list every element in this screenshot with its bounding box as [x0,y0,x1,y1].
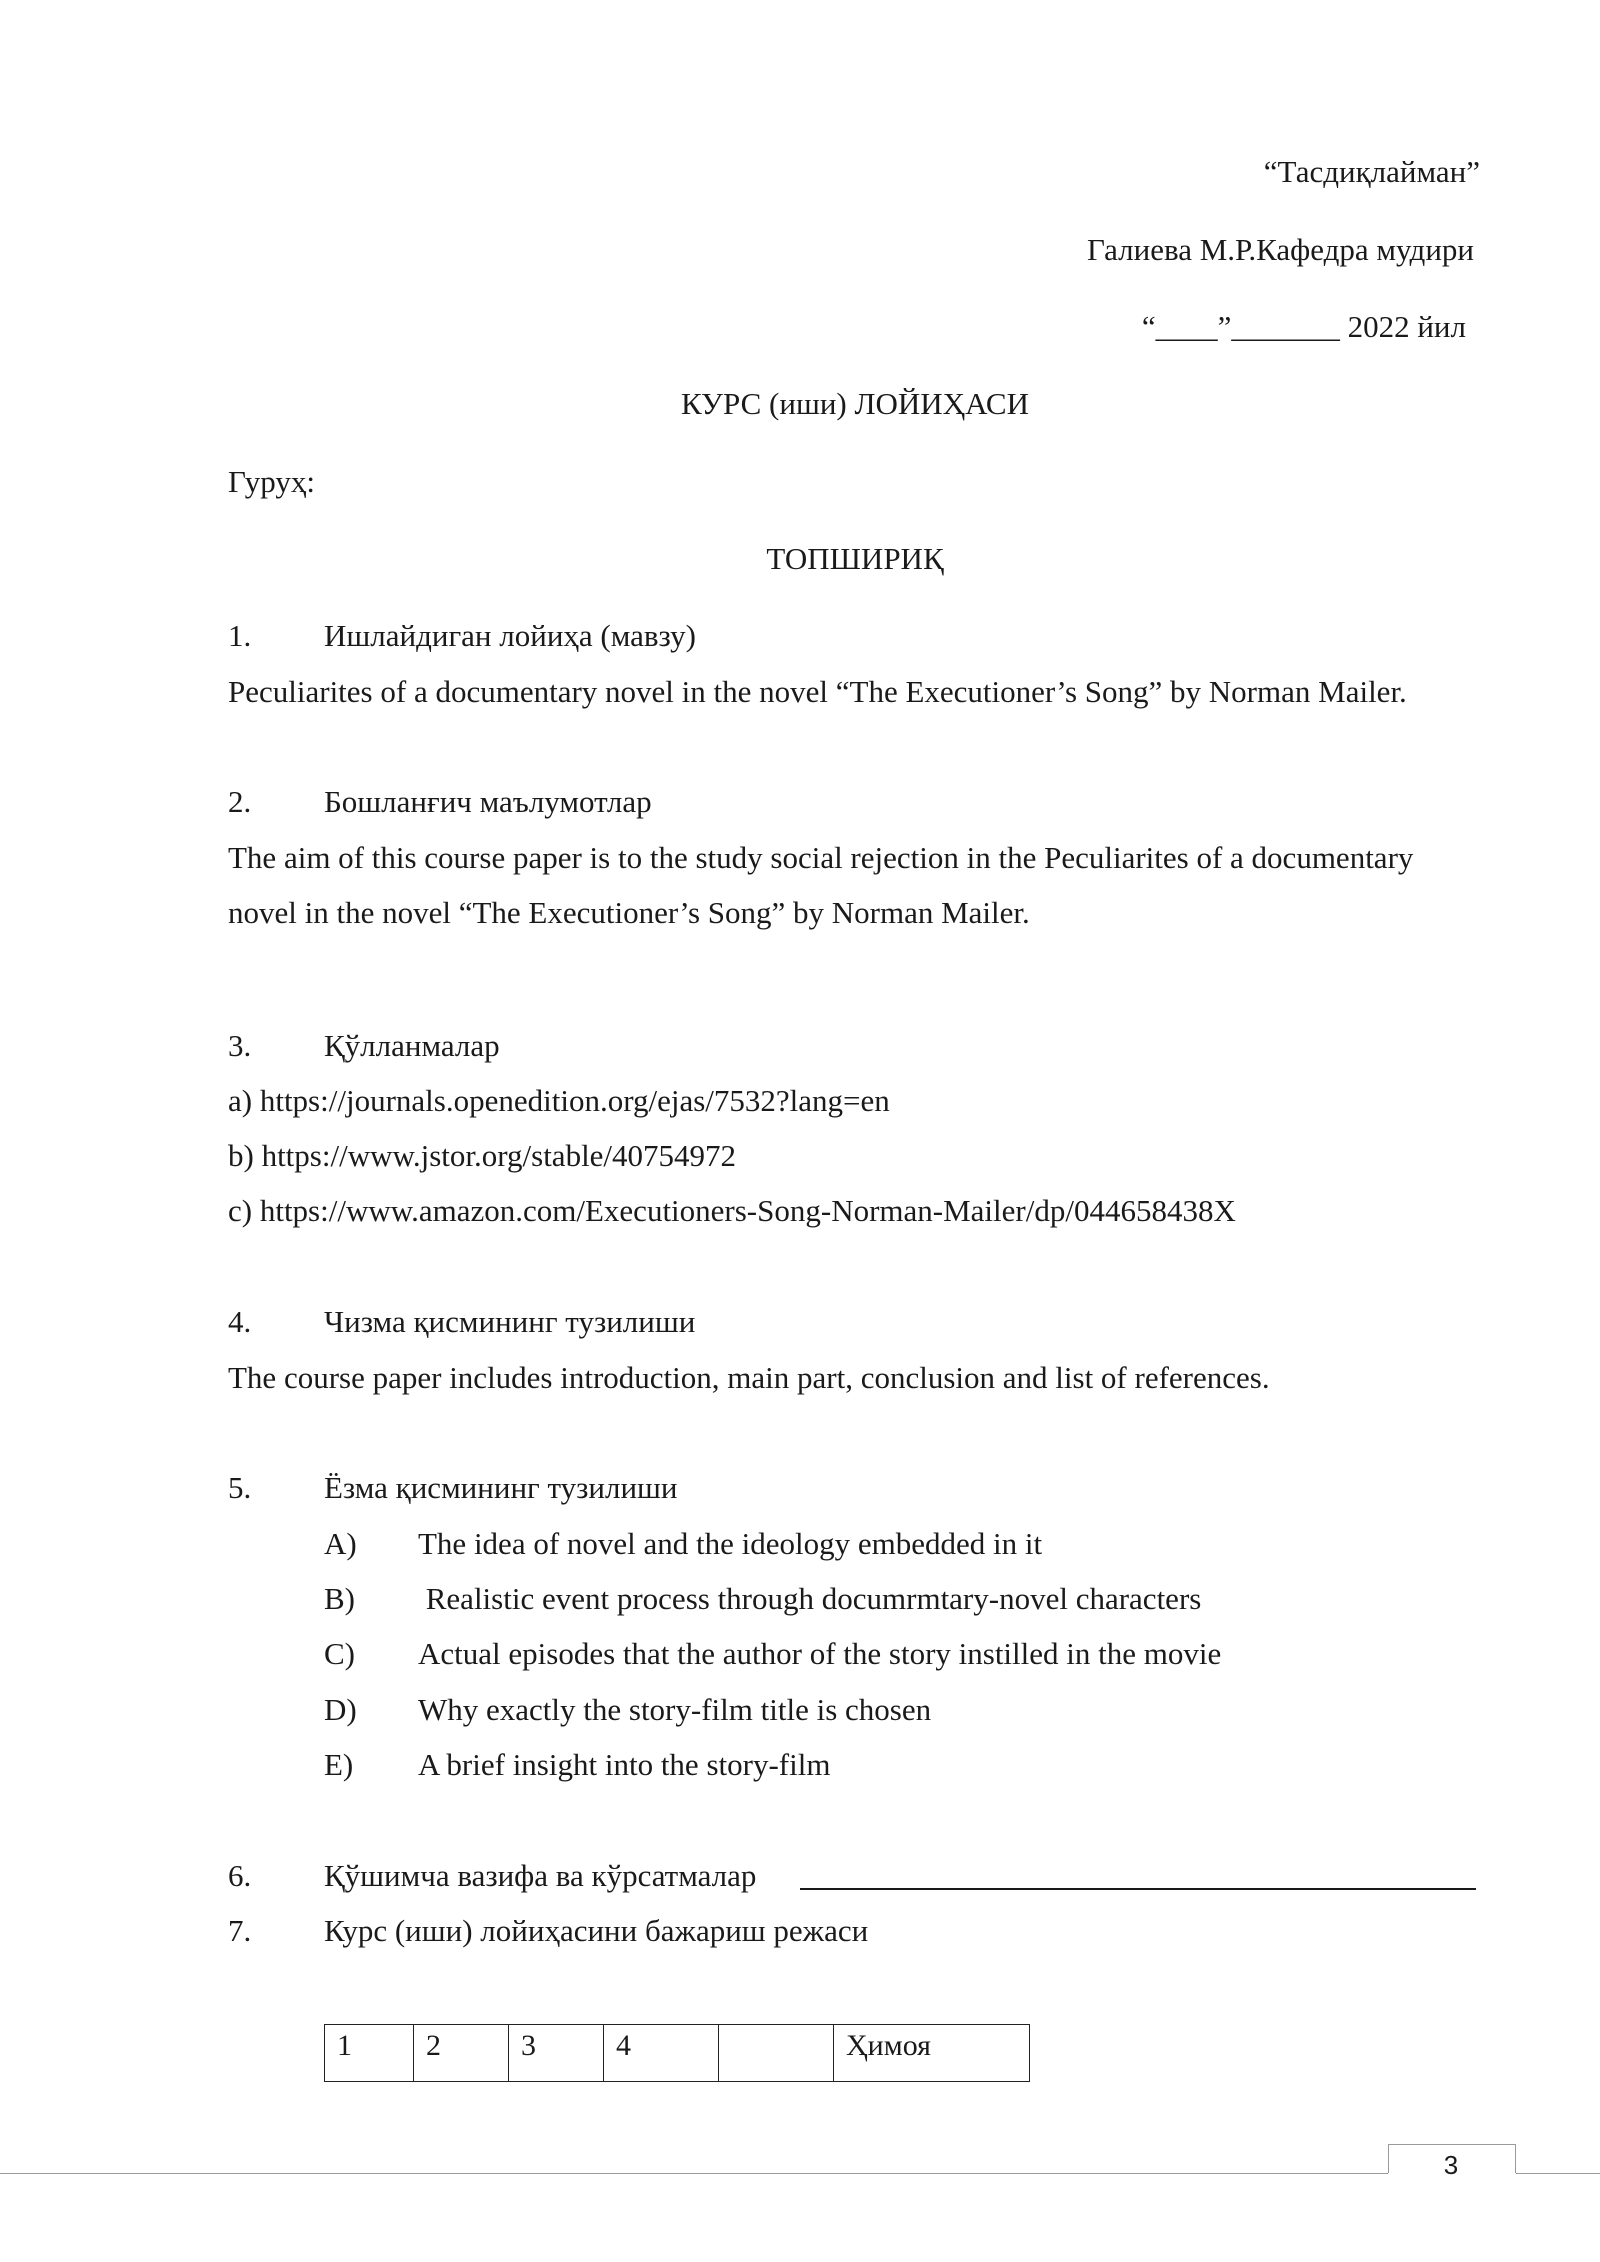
section-6-heading: Қўшимча вазифа ва кўрсатмалар [324,1858,757,1893]
section-2-heading: Бошланғич маълумотлар [324,784,652,819]
section-5-item-text: Why exactly the story-film title is chosen [418,1692,932,1727]
approver-line: Галиева М.Р.Кафедра мудири [1086,232,1474,267]
section-5-number: 5. [228,1470,252,1505]
date-line: “____”_______ 2022 йил [1141,309,1466,344]
section-5-item-letter: C) [324,1636,355,1671]
section-6-blank-line [800,1888,1476,1890]
section-6-number: 6. [228,1858,252,1893]
section-5-item-letter: E) [324,1747,354,1782]
page-number: 3 [1443,2150,1459,2180]
section-5-item-letter: B) [324,1581,355,1616]
reference-b: b) https://www.jstor.org/stable/40754972 [228,1138,737,1173]
section-2-text-line-2: novel in the novel “The Executioner’s Song” by Norman Mailer. [228,895,1030,930]
table-cell [719,2025,834,2082]
table-cell: 3 [509,2025,604,2082]
table-cell: 4 [604,2025,719,2082]
group-label: Гуруҳ: [228,464,315,499]
section-2-text-line-1: The aim of this course paper is to the study social rejection in the Peculiarites of a documentary [228,840,1414,875]
table-row [325,2025,1030,2082]
section-5-item-letter: D) [324,1692,357,1727]
section-5-item-text: Actual episodes that the author of the story instilled in the movie [418,1636,1222,1671]
section-3-heading: Қўлланмалар [324,1028,500,1063]
section-5-item-text: Realistic event process through documrmtary-novel characters [418,1581,1202,1616]
reference-c: c) https://www.amazon.com/Executioners-Song-Norman-Mailer/dp/044658438X [228,1193,1236,1228]
section-4-text: The course paper includes introduction, main part, conclusion and list of references. [228,1360,1270,1395]
table-cell: 1 [325,2025,414,2082]
section-7-number: 7. [228,1913,252,1948]
footer-rule-left [0,2173,1388,2174]
section-1-text: Peculiarites of a documentary novel in the novel “The Executioner’s Song” by Norman Mailer. [228,674,1407,709]
document-title: КУРС (иши) ЛОЙИҲАСИ [681,386,1029,421]
section-3-number: 3. [228,1028,252,1063]
table-cell: 2 [414,2025,509,2082]
section-5-item-letter: A) [324,1526,357,1561]
reference-a: a) https://journals.openedition.org/ejas/7532?lang=en [228,1083,890,1118]
section-5-item-text: The idea of novel and the ideology embedded in it [418,1526,1043,1561]
task-title: ТОПШИРИҚ [766,541,944,576]
section-4-number: 4. [228,1304,252,1339]
section-5-item-text: A brief insight into the story-film [418,1747,831,1782]
section-7-heading: Курс (иши) лойиҳасини бажариш режаси [324,1913,869,1948]
approval-heading: “Тасдиқлайман” [1263,154,1480,189]
section-1-heading: Ишлайдиган лойиҳа (мавзу) [324,618,696,653]
section-5-heading: Ёзма қисмининг тузилиши [324,1470,678,1505]
plan-table [324,2024,1030,2082]
table-cell: Ҳимоя [834,2025,1030,2082]
section-4-heading: Чизма қисмининг тузилиши [324,1304,696,1339]
footer-rule-right [1516,2173,1600,2174]
section-1-number: 1. [228,618,252,653]
section-2-number: 2. [228,784,252,819]
